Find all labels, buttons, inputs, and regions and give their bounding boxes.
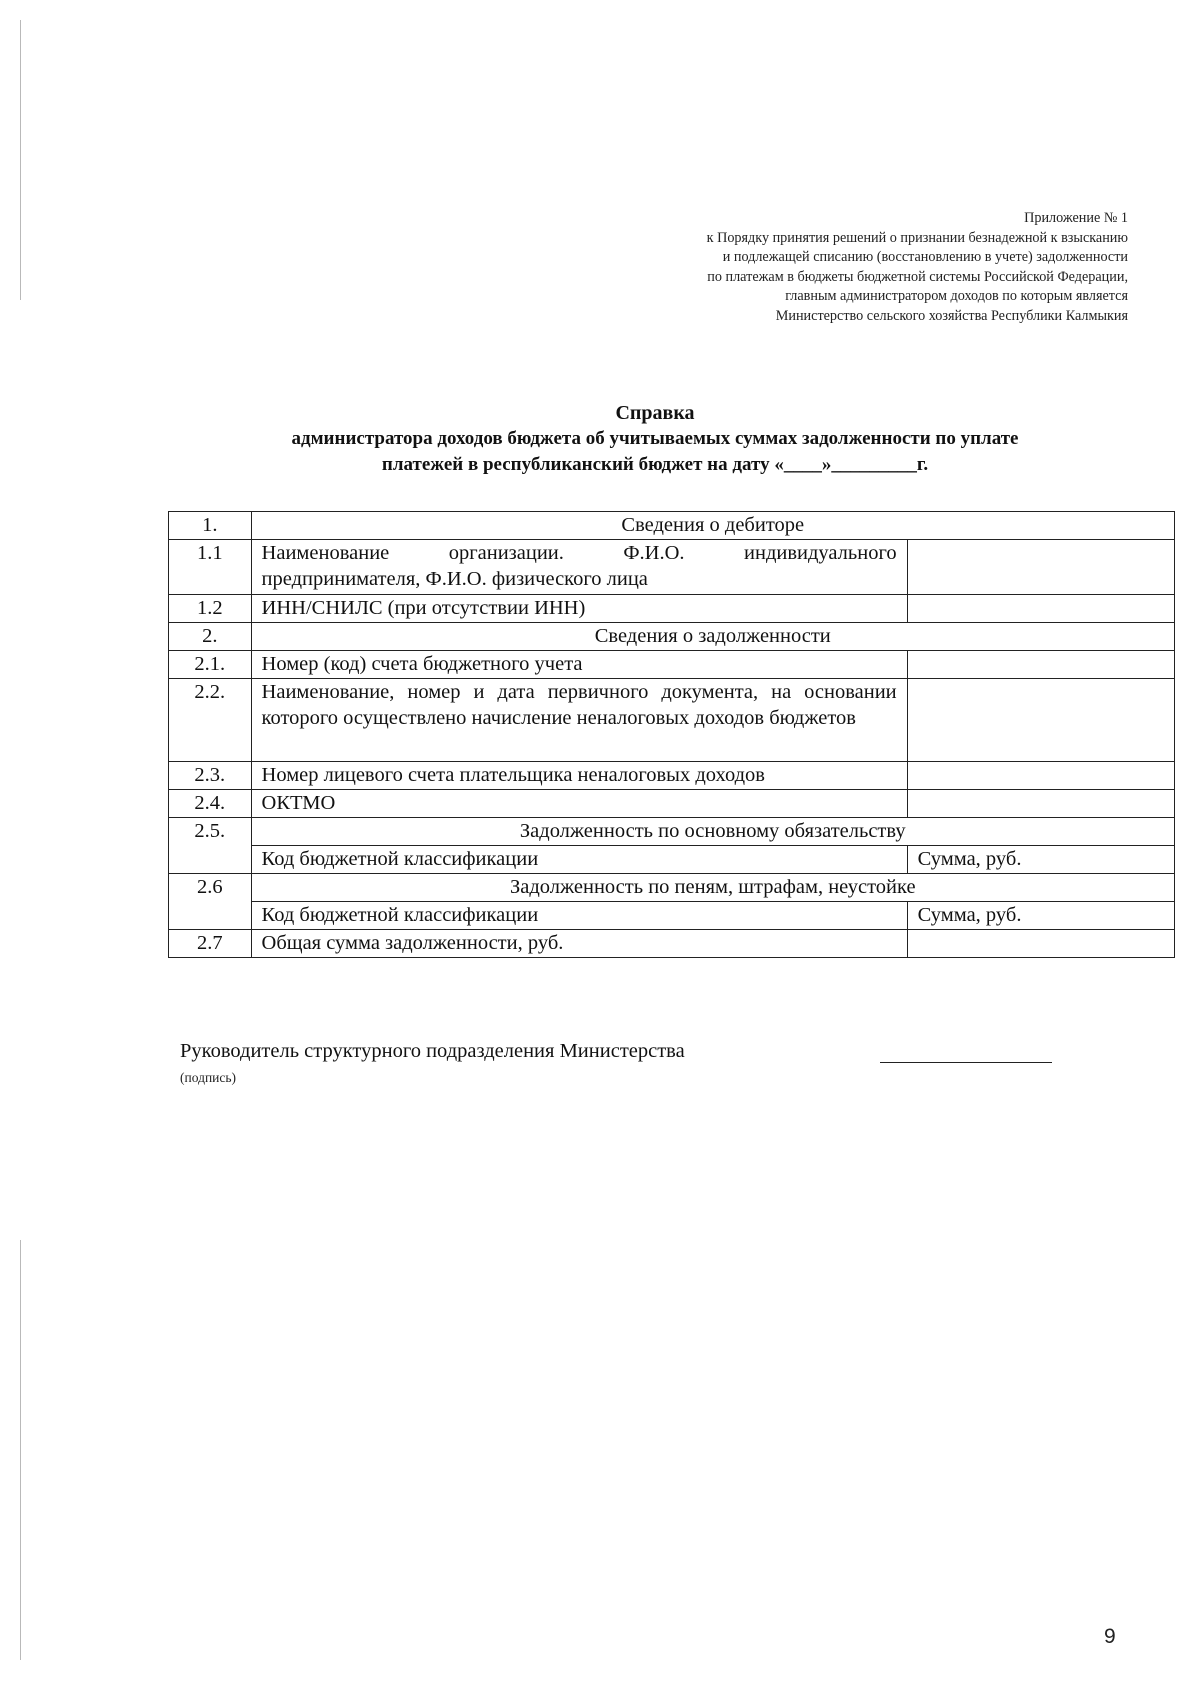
row-label: Наименование, номер и дата первичного документа, на основании которого осуществлено начисление неналоговых доходов бюджетов (251, 679, 907, 762)
table-row (169, 595, 1175, 623)
title-line: Справка (615, 402, 695, 424)
row-number: 2.7 (169, 930, 252, 958)
scan-edge-mark (20, 1240, 21, 1660)
section-heading: Сведения о дебиторе (251, 512, 1174, 540)
title-line: администратора доходов бюджета об учитываемых суммах задолженности по уплате (291, 428, 1019, 449)
value-cell[interactable] (907, 651, 1174, 679)
section-heading: Сведения о задолженности (251, 623, 1174, 651)
table-row (169, 540, 1175, 595)
table-row (169, 762, 1175, 790)
page-number: 9 (1104, 1625, 1116, 1648)
row-number: 1.2 (169, 595, 252, 623)
table-row (169, 874, 1175, 902)
value-cell[interactable] (907, 679, 1174, 762)
debt-info-table (168, 511, 1175, 958)
kbk-label: Код бюджетной классификации (251, 902, 907, 930)
table-row (169, 623, 1175, 651)
row-number: 2.2. (169, 679, 252, 762)
row-label: Номер лицевого счета плательщика неналоговых доходов (251, 762, 907, 790)
row-number: 2.6 (169, 874, 252, 930)
table-row (169, 902, 1175, 930)
annex-line: главным администратором доходов по которым является (785, 288, 1128, 305)
subsection-heading: Задолженность по пеням, штрафам, неустойке (251, 874, 1174, 902)
row-number: 2.5. (169, 818, 252, 874)
value-cell[interactable] (907, 790, 1174, 818)
scan-edge-mark (20, 20, 21, 300)
table-row (169, 818, 1175, 846)
table-row (169, 846, 1175, 874)
table-row (169, 651, 1175, 679)
row-number: 2.4. (169, 790, 252, 818)
annex-line: Министерство сельского хозяйства Республики Калмыкия (775, 307, 1128, 324)
document-title (140, 400, 1170, 478)
row-number: 1. (169, 512, 252, 540)
subsection-heading: Задолженность по основному обязательству (251, 818, 1174, 846)
row-label: Наименование организации. Ф.И.О. индивидуального предпринимателя, Ф.И.О. физического лица (251, 540, 907, 595)
table-row (169, 512, 1175, 540)
row-label: ОКТМО (251, 790, 907, 818)
table-row (169, 679, 1175, 762)
value-cell[interactable] (907, 595, 1174, 623)
value-cell[interactable] (907, 540, 1174, 595)
table-row (169, 930, 1175, 958)
signature-note: (подпись) (180, 1070, 237, 1085)
row-number: 2.1. (169, 651, 252, 679)
annex-line: Приложение № 1 (1024, 210, 1128, 226)
annex-line: и подлежащей списанию (восстановлению в учете) задолженности (722, 249, 1128, 266)
title-line: платежей в республиканский бюджет на дату «____»_________г. (381, 454, 929, 475)
value-cell[interactable] (907, 930, 1174, 958)
signature-label: Руководитель структурного подразделения Министерства (180, 1040, 685, 1062)
row-number: 1.1 (169, 540, 252, 595)
annex-line: к Порядку принятия решений о признании безнадежной к взысканию (706, 229, 1128, 246)
row-label: Общая сумма задолженности, руб. (251, 930, 907, 958)
value-cell[interactable] (907, 762, 1174, 790)
annex-reference (508, 209, 1128, 327)
row-label: Номер (код) счета бюджетного учета (251, 651, 907, 679)
table-row (169, 790, 1175, 818)
sum-label: Сумма, руб. (907, 902, 1174, 930)
signature-line[interactable] (880, 1062, 1052, 1063)
kbk-label: Код бюджетной классификации (251, 846, 907, 874)
row-number: 2. (169, 623, 252, 651)
row-label: ИНН/СНИЛС (при отсутствии ИНН) (251, 595, 907, 623)
row-number: 2.3. (169, 762, 252, 790)
annex-line: по платежам в бюджеты бюджетной системы Российской Федерации, (707, 268, 1128, 285)
sum-label: Сумма, руб. (907, 846, 1174, 874)
